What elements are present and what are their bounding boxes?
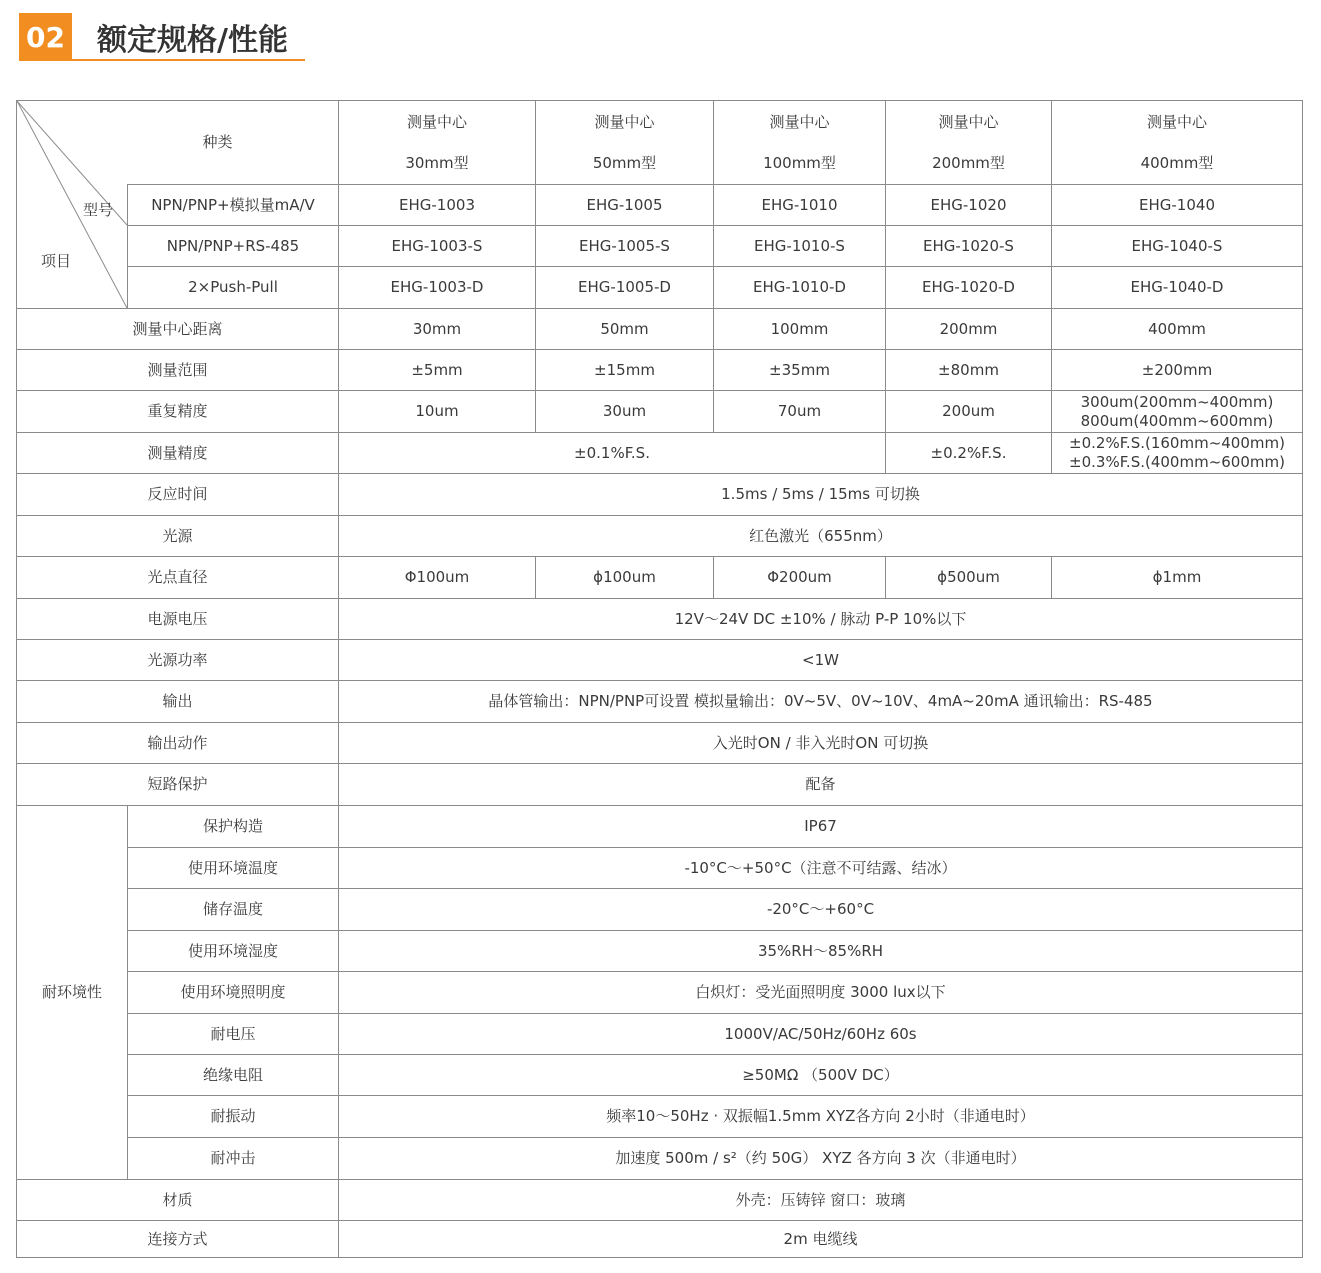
table-cell: 晶体管输出：NPN/PNP可设置 模拟量输出：0V~5V、0V~10V、4mA~20mA 通讯输出：RS-485 <box>339 681 1303 723</box>
row-label: 使用环境照明度 <box>128 972 339 1014</box>
table-cell: EHG-1010-D <box>714 267 886 309</box>
table-cell: 白炽灯：受光面照明度 3000 lux以下 <box>339 972 1303 1014</box>
table-row <box>17 1138 1303 1180</box>
table-row <box>17 1180 1303 1221</box>
table-cell: EHG-1005-D <box>536 267 714 309</box>
model-line1: 测量中心 <box>594 112 655 131</box>
table-row <box>17 1055 1303 1096</box>
corner-model-label: 型号 <box>83 201 114 219</box>
table-row <box>17 350 1303 391</box>
table-cell: 30mm <box>339 309 536 350</box>
model-line1: 测量中心 <box>938 112 999 131</box>
row-label: 2×Push-Pull <box>128 267 339 309</box>
cell-line: 800um(400mm~600mm) <box>1080 411 1274 430</box>
table-cell: ±0.2%F.S. <box>886 433 1052 474</box>
table-row <box>17 433 1303 474</box>
table-row <box>17 309 1303 350</box>
row-label: 反应时间 <box>17 474 339 516</box>
table-row <box>17 889 1303 931</box>
table-cell: EHG-1003-D <box>339 267 536 309</box>
model-line2: 50mm型 <box>592 153 657 172</box>
table-cell: EHG-1040 <box>1052 185 1303 226</box>
table-cell: ±5mm <box>339 350 536 391</box>
table-cell: 35%RH～85%RH <box>339 931 1303 972</box>
row-label: 储存温度 <box>128 889 339 931</box>
table-row <box>17 681 1303 723</box>
row-label: 材质 <box>17 1180 339 1221</box>
table-cell: EHG-1040-S <box>1052 226 1303 267</box>
table-cell: 30um <box>536 391 714 433</box>
row-label: 光点直径 <box>17 557 339 599</box>
table-cell: 50mm <box>536 309 714 350</box>
model-header <box>536 101 714 185</box>
table-row <box>17 848 1303 889</box>
row-label: 连接方式 <box>17 1221 339 1258</box>
table-row <box>17 1014 1303 1055</box>
table-row <box>17 185 1303 226</box>
table-cell: EHG-1010-S <box>714 226 886 267</box>
row-label: 使用环境湿度 <box>128 931 339 972</box>
table-cell: 10um <box>339 391 536 433</box>
row-label: 耐振动 <box>128 1096 339 1138</box>
table-cell: -10°C～+50°C（注意不可结露、结冰） <box>339 848 1303 889</box>
table-cell: ±200mm <box>1052 350 1303 391</box>
table-cell: EHG-1003 <box>339 185 536 226</box>
model-line1: 测量中心 <box>406 112 467 131</box>
row-label: 光源 <box>17 516 339 557</box>
table-cell: ≥50MΩ （500V DC） <box>339 1055 1303 1096</box>
table-cell: 外壳：压铸锌 窗口：玻璃 <box>339 1180 1303 1221</box>
table-row <box>17 226 1303 267</box>
table-cell: ±80mm <box>886 350 1052 391</box>
table-row <box>17 806 1303 848</box>
table-cell: 1000V/AC/50Hz/60Hz 60s <box>339 1014 1303 1055</box>
model-line2: 30mm型 <box>405 153 469 172</box>
row-label: 耐电压 <box>128 1014 339 1055</box>
cell-line: ±0.2%F.S.(160mm~400mm) <box>1069 434 1285 452</box>
row-label: 电源电压 <box>17 599 339 640</box>
table-cell: ±35mm <box>714 350 886 391</box>
row-label: NPN/PNP+RS-485 <box>128 226 339 267</box>
table-row <box>17 931 1303 972</box>
row-label: NPN/PNP+模拟量mA/V <box>128 185 339 226</box>
table-cell: EHG-1005-S <box>536 226 714 267</box>
table-row <box>17 391 1303 433</box>
table-cell: 1.5ms / 5ms / 15ms 可切换 <box>339 474 1303 516</box>
table-cell: <1W <box>339 640 1303 681</box>
table-cell: 配备 <box>339 764 1303 806</box>
table-cell: 入光时ON / 非入光时ON 可切换 <box>339 723 1303 764</box>
kind-label: 种类 <box>202 133 233 151</box>
row-label: 测量中心距离 <box>17 309 339 350</box>
table-cell: ϕ1mm <box>1052 557 1303 599</box>
table-cell: EHG-1020-D <box>886 267 1052 309</box>
model-line2: 400mm型 <box>1140 153 1214 172</box>
table-cell: 12V～24V DC ±10% / 脉动 P-P 10%以下 <box>339 599 1303 640</box>
model-header <box>1052 101 1303 185</box>
table-cell: 2m 电缆线 <box>339 1221 1303 1258</box>
table-row <box>17 764 1303 806</box>
model-header <box>886 101 1052 185</box>
row-label: 重复精度 <box>17 391 339 433</box>
section-number: 02 <box>19 13 72 61</box>
spec-table <box>16 100 1303 1258</box>
row-label: 测量精度 <box>17 433 339 474</box>
table-cell: EHG-1010 <box>714 185 886 226</box>
corner-cell <box>17 101 128 309</box>
table-cell: ϕ100um <box>536 557 714 599</box>
table-cell: ±15mm <box>536 350 714 391</box>
table-cell: 400mm <box>1052 309 1303 350</box>
table-row <box>17 1096 1303 1138</box>
table-row <box>17 516 1303 557</box>
cell-line: ±0.3%F.S.(400mm~600mm) <box>1069 453 1285 471</box>
table-cell: 200mm <box>886 309 1052 350</box>
row-label: 输出动作 <box>17 723 339 764</box>
table-cell: -20°C～+60°C <box>339 889 1303 931</box>
section-underline <box>72 59 305 61</box>
table-cell: 频率10～50Hz · 双振幅1.5mm XYZ各方向 2小时（非通电时） <box>339 1096 1303 1138</box>
model-line2: 100mm型 <box>763 153 836 172</box>
table-cell: ϕ500um <box>886 557 1052 599</box>
table-row <box>17 557 1303 599</box>
table-row <box>17 723 1303 764</box>
table-cell: ±0.1%F.S. <box>339 433 886 474</box>
table-row <box>17 972 1303 1014</box>
table-cell: EHG-1005 <box>536 185 714 226</box>
table-cell <box>1052 433 1303 474</box>
model-header <box>714 101 886 185</box>
table-row <box>17 267 1303 309</box>
row-label: 保护构造 <box>128 806 339 848</box>
row-label: 短路保护 <box>17 764 339 806</box>
table-cell: 200um <box>886 391 1052 433</box>
table-cell: Φ100um <box>339 557 536 599</box>
model-line2: 200mm型 <box>932 153 1005 172</box>
table-cell: IP67 <box>339 806 1303 848</box>
table-cell: EHG-1020 <box>886 185 1052 226</box>
model-line1: 测量中心 <box>1146 112 1207 131</box>
table-row <box>17 599 1303 640</box>
row-label: 绝缘电阻 <box>128 1055 339 1096</box>
row-label: 输出 <box>17 681 339 723</box>
table-cell: Φ200um <box>714 557 886 599</box>
table-cell: 100mm <box>714 309 886 350</box>
table-cell: EHG-1020-S <box>886 226 1052 267</box>
table-row <box>17 1221 1303 1258</box>
table-row <box>17 640 1303 681</box>
row-label: 耐冲击 <box>128 1138 339 1180</box>
row-label: 光源功率 <box>17 640 339 681</box>
row-label: 使用环境温度 <box>128 848 339 889</box>
table-cell: EHG-1040-D <box>1052 267 1303 309</box>
table-cell <box>1052 391 1303 433</box>
row-label: 测量范围 <box>17 350 339 391</box>
table-cell: 加速度 500m / s²（约 50G） XYZ 各方向 3 次（非通电时） <box>339 1138 1303 1180</box>
cell-line: 300um(200mm~400mm) <box>1080 392 1274 411</box>
section-title: 额定规格/性能 <box>97 23 288 58</box>
corner-item-label: 项目 <box>41 252 72 270</box>
env-group-label: 耐环境性 <box>17 806 128 1180</box>
table-cell: 70um <box>714 391 886 433</box>
table-row <box>17 474 1303 516</box>
table-cell: EHG-1003-S <box>339 226 536 267</box>
model-line1: 测量中心 <box>769 112 830 131</box>
model-header <box>339 101 536 185</box>
table-cell: 红色激光（655nm） <box>339 516 1303 557</box>
kind-header <box>128 101 339 185</box>
